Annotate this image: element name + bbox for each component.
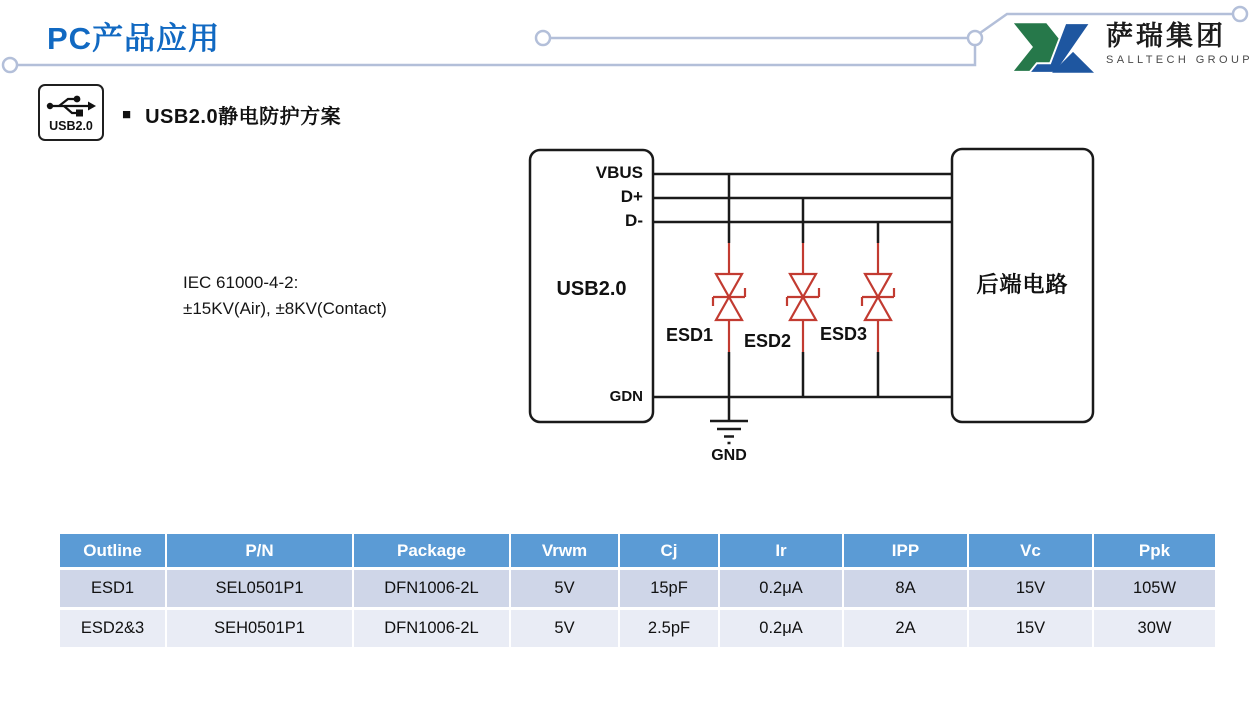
esd2-label: ESD2 — [744, 331, 792, 351]
cell: ESD1 — [60, 570, 165, 607]
section-heading-text: USB2.0静电防护方案 — [145, 106, 342, 128]
table-row — [60, 570, 1215, 607]
cell: 105W — [1094, 570, 1215, 607]
logo-name-en: SALLTECH GROUP — [1106, 53, 1254, 66]
cell: 5V — [511, 610, 618, 647]
esd1-label: ESD1 — [666, 325, 714, 345]
iec-line1: IEC 61000-4-2: — [183, 273, 299, 292]
esd3-diode — [862, 222, 894, 397]
esd2-diode — [787, 198, 819, 397]
spec-table — [58, 531, 1217, 650]
col-header-package: Package — [354, 534, 509, 567]
table-header-row — [60, 534, 1215, 567]
cell: 2.5pF — [620, 610, 718, 647]
col-header-outline: Outline — [60, 534, 165, 567]
col-header-cj: Cj — [620, 534, 718, 567]
usb-trident-icon — [45, 92, 97, 118]
col-header-vc: Vc — [969, 534, 1092, 567]
col-header-ipp: IPP — [844, 534, 967, 567]
page-title: PC产品应用 — [47, 21, 221, 56]
col-header-ppk: Ppk — [1094, 534, 1215, 567]
logo-mark-icon — [1012, 22, 1094, 74]
cell: 5V — [511, 570, 618, 607]
logo-name-cn: 萨瑞集团 — [1106, 21, 1226, 51]
esd1-diode — [713, 174, 745, 421]
cell: DFN1006-2L — [354, 570, 509, 607]
col-header-ir: Ir — [720, 534, 842, 567]
cell: 30W — [1094, 610, 1215, 647]
cell: 2A — [844, 610, 967, 647]
iec-standard-note — [183, 270, 387, 323]
cell: 0.2μA — [720, 570, 842, 607]
cell: 8A — [844, 570, 967, 607]
col-header-vrwm: Vrwm — [511, 534, 618, 567]
pin-gdn: GDN — [609, 388, 643, 405]
usb-badge-label: USB2.0 — [49, 119, 93, 133]
pin-dminus: D- — [625, 211, 643, 230]
pin-dplus: D+ — [620, 187, 643, 206]
esd3-label: ESD3 — [820, 324, 868, 344]
cell: SEL0501P1 — [167, 570, 352, 607]
cell: 15V — [969, 610, 1092, 647]
backend-box-label: 后端电路 — [976, 272, 1069, 297]
iec-line2: ±15KV(Air), ±8KV(Contact) — [183, 299, 387, 319]
cell: SEH0501P1 — [167, 610, 352, 647]
square-bullet-icon: ■ — [122, 106, 132, 123]
section-heading — [122, 100, 341, 129]
ground-symbol-icon — [710, 421, 748, 443]
logo-text — [1106, 22, 1253, 66]
cell: 0.2μA — [720, 610, 842, 647]
ground-label: GND — [711, 447, 747, 464]
company-logo — [1012, 22, 1253, 74]
pin-vbus: VBUS — [595, 163, 643, 182]
cell: 15V — [969, 570, 1092, 607]
table-row — [60, 610, 1215, 647]
cell: 15pF — [620, 570, 718, 607]
cell: DFN1006-2L — [354, 610, 509, 647]
col-header-pn: P/N — [167, 534, 352, 567]
cell: ESD2&3 — [60, 610, 165, 647]
usb-badge — [38, 84, 104, 141]
usb-box-label: USB2.0 — [556, 278, 627, 300]
